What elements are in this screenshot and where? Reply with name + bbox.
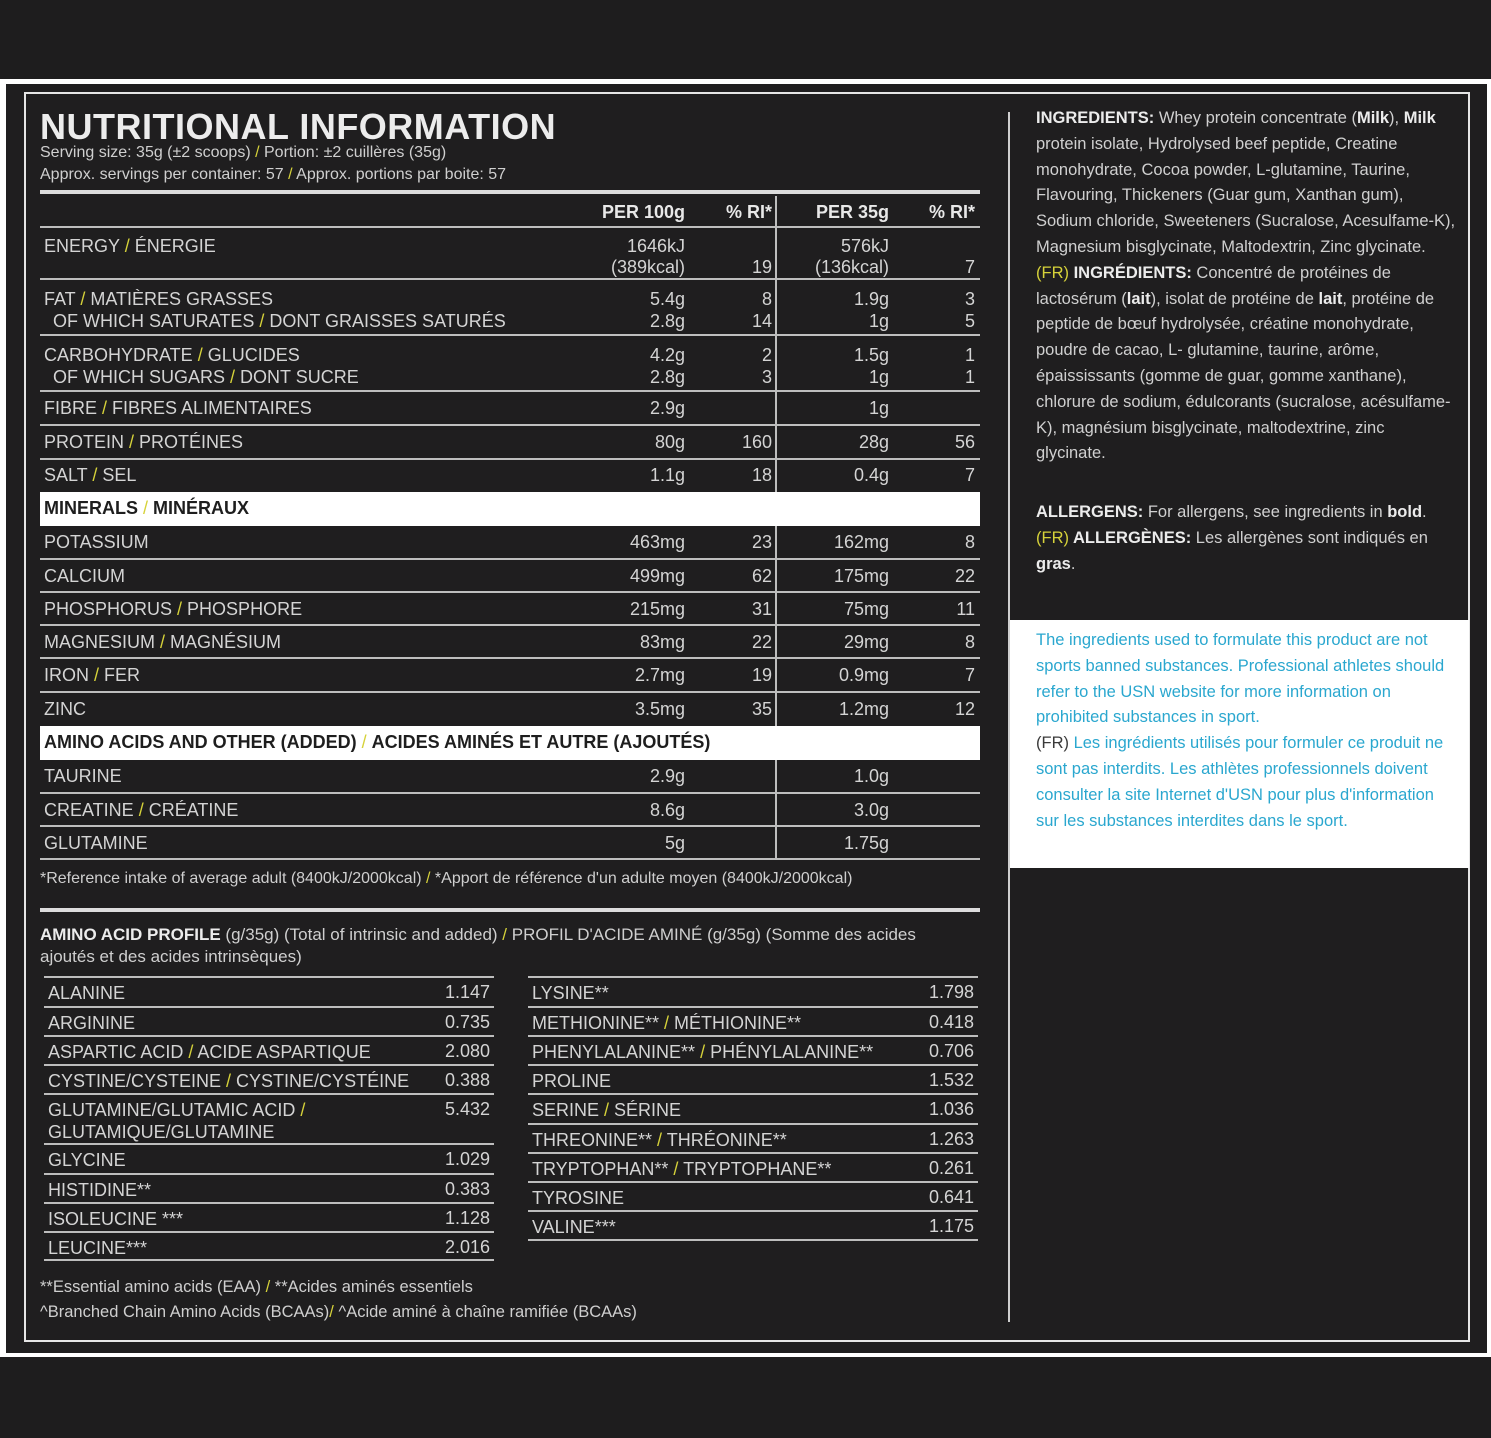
footnote-eaa: **Essential amino acids (EAA) / **Acides aminés essentiels — [40, 1278, 473, 1296]
table-row: GLUTAMINE 5g 1.75g — [40, 827, 980, 860]
minerals-band: MINERALS / MINÉRAUX — [40, 492, 980, 526]
list-item: VALINE*** 1.175 — [528, 1212, 978, 1241]
table-row: SALT / SEL 1.1g 18 0.4g 7 — [44, 465, 975, 485]
table-row: POTASSIUM 463mg 23 162mg 8 — [40, 526, 980, 560]
col-divider — [775, 196, 777, 492]
table-row: ENERGY / ÉNERGIE 1646kJ (389kcal) 19 576kJ (136kcal) 7 — [40, 228, 980, 280]
col-divider — [775, 526, 777, 726]
list-item: METHIONINE** / MÉTHIONINE** 0.418 — [528, 1008, 978, 1037]
list-item: PHENYLALANINE** / PHÉNYLALANINE** 0.706 — [528, 1037, 978, 1066]
table-row: PHOSPHORUS / PHOSPHORE 215mg 31 75mg 11 — [40, 593, 980, 626]
list-item: ASPARTIC ACID / ACIDE ASPARTIQUE 2.080 — [44, 1037, 494, 1066]
table-row: TAURINE 2.9g 1.0g — [40, 760, 980, 794]
list-item: ISOLEUCINE *** 1.128 — [44, 1204, 494, 1233]
col-per35: PER 35g — [815, 202, 889, 222]
table-row: FIBRE / FIBRES ALIMENTAIRES 2.9g 1g — [40, 392, 980, 426]
list-item: CYSTINE/CYSTEINE / CYSTINE/CYSTÉINE 0.388 — [44, 1066, 494, 1095]
col-per100: PER 100g — [601, 202, 685, 222]
sport-notice-text: The ingredients used to formulate this product are not sports banned substances. Professional athletes should refer to the USN website for more information on prohibited substances in sport. (FR) Les ingrédients utilisés pour formuler ce produit ne sont pas interdits. Les athlètes professionnels doivent consulter la site Internet d'USN pour plus d'information sur les substances interdites dans le sport. — [1036, 631, 1445, 830]
list-item: ALANINE 1.147 — [44, 978, 494, 1008]
page-title: NUTRITIONAL INFORMATION — [40, 106, 557, 147]
list-item: TRYPTOPHAN** / TRYPTOPHANE** 0.261 — [528, 1154, 978, 1183]
allergens-text: ALLERGENS: For allergens, see ingredients in bold. (FR) ALLERGÈNES: Les allergènes sont indiqués en gras. — [1036, 503, 1428, 573]
table-row: PROTEIN / PROTÉINES 80g 160 28g 56 — [40, 426, 980, 460]
table-row: MAGNESIUM / MAGNÉSIUM 83mg 22 29mg 8 — [40, 626, 980, 659]
serving-size: Serving size: 35g (±2 scoops) / Portion: ±2 cuillères (35g) — [40, 144, 447, 161]
col-ri-100: % RI* — [725, 202, 772, 222]
table-row: CALCIUM 499mg 62 175mg 22 — [40, 560, 980, 593]
list-item: SERINE / SÉRINE 1.036 — [528, 1095, 978, 1125]
list-item: LYSINE** 1.798 — [528, 978, 978, 1008]
table-row: ZINC 3.5mg 35 1.2mg 12 — [44, 699, 975, 719]
amino-added-band: AMINO ACIDS AND OTHER (ADDED) / ACIDES AMINÉS ET AUTRE (AJOUTÉS) — [40, 726, 980, 760]
col-divider — [775, 760, 777, 860]
list-item: PROLINE 1.532 — [528, 1066, 978, 1095]
section-rule — [40, 908, 980, 912]
list-item: GLUTAMINE/GLUTAMIC ACID / GLUTAMIQUE/GLUTAMINE 5.432 — [44, 1095, 494, 1145]
list-item: TYROSINE 0.641 — [528, 1183, 978, 1212]
col-ri-35: % RI* — [928, 202, 975, 222]
table-row: CREATINE / CRÉATINE 8.6g 3.0g — [40, 794, 980, 827]
list-item: THREONINE** / THRÉONINE** 1.263 — [528, 1125, 978, 1154]
amino-acid-profile-title: AMINO ACID PROFILE (g/35g) (Total of intrinsic and added) / PROFIL D'ACIDE AMINÉ (g/35g) (Somme des acides ajoutés et des acides intrinsèques) — [40, 925, 916, 966]
list-item: HISTIDINE** 0.383 — [44, 1175, 494, 1204]
footnote-bcaa: ^Branched Chain Amino Acids (BCAAs)/ ^Acide aminé à chaîne ramifiée (BCAAs) — [40, 1303, 637, 1321]
table-header — [40, 196, 980, 228]
ingredients-text: INGREDIENTS: Whey protein concentrate (Milk), Milk protein isolate, Hydrolysed beef peptide, Creatine monohydrate, Cocoa powder, L-glutamine, Taurine, Flavouring, Thickeners (Guar gum, Xanthan gum), Sodium chloride, Sweeteners (Sucralose, Acesulfame-K), Magnesium bisglycinate, Maltodextrin, Zinc glycinate. (FR) INGRÉDIENTS: Concentré de protéines de lactosérum (lait), isolat de protéine de lait, protéine de peptide de bœuf hydrolysée, créatine monohydrate, poudre de cacao, L- glutamine, taurine, arôme, épaississants (gomme de guar, gomme xanthane), chlorure de sodium, édulcorants (sucralose, acésulfame-K), magnésium bisglycinate, maltodextrine, zinc glycinate. — [1036, 109, 1456, 463]
table-row: FAT / MATIÈRES GRASSES OF WHICH SATURATES / DONT GRAISSES SATURÉS 5.4g 2.8g 8 14 1.9g 1g 3 5 — [40, 280, 980, 336]
table-row: CARBOHYDRATE / GLUCIDES OF WHICH SUGARS / DONT SUCRE 4.2g 2.8g 2 3 1.5g 1g 1 1 — [40, 336, 980, 392]
reference-intake-note: *Reference intake of average adult (8400kJ/2000kcal) / *Apport de référence d'un adulte moyen (8400kJ/2000kcal) — [40, 870, 853, 887]
header-rule — [40, 190, 980, 194]
servings-per-container: Approx. servings per container: 57 / Approx. portions par boite: 57 — [40, 166, 507, 183]
list-item: GLYCINE 1.029 — [44, 1145, 494, 1175]
list-item: ARGININE 0.735 — [44, 1008, 494, 1037]
table-row: IRON / FER 2.7mg 19 0.9mg 7 — [40, 659, 980, 693]
list-item: LEUCINE*** 2.016 — [44, 1233, 494, 1261]
